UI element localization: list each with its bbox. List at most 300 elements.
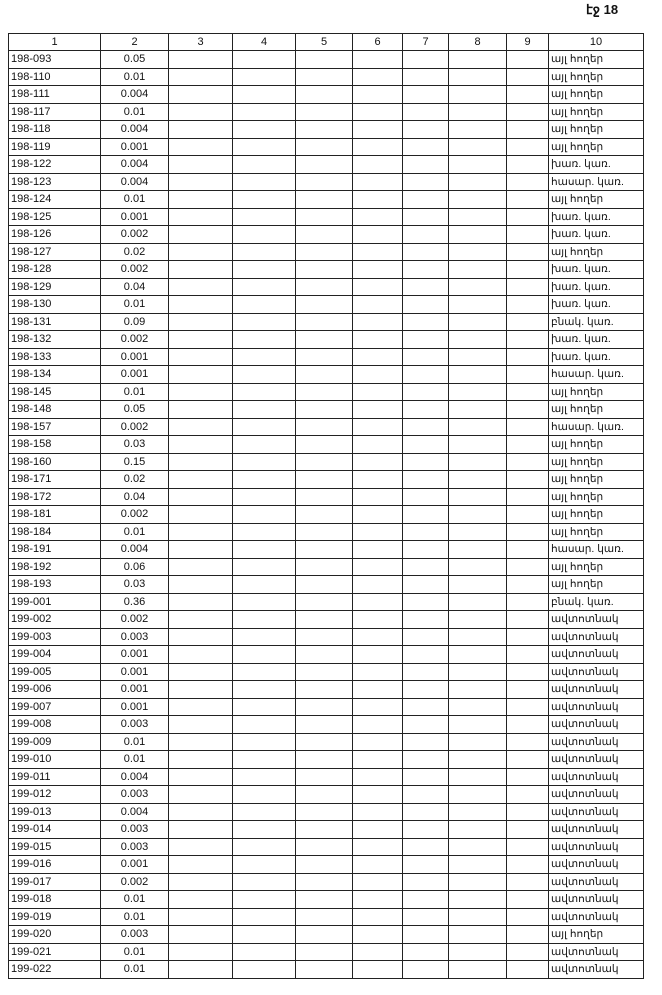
empty-cell (507, 681, 549, 699)
parcel-code: 199-012 (9, 786, 101, 804)
empty-cell (296, 191, 353, 209)
empty-cell (353, 348, 403, 366)
area-value: 0.02 (101, 243, 169, 261)
land-use: խառ. կառ. (549, 296, 644, 314)
empty-cell (449, 51, 507, 69)
parcel-code: 198-157 (9, 418, 101, 436)
empty-cell (507, 891, 549, 909)
empty-cell (507, 751, 549, 769)
empty-cell (353, 593, 403, 611)
empty-cell (296, 383, 353, 401)
area-value: 0.01 (101, 296, 169, 314)
table-row (9, 313, 644, 331)
empty-cell (296, 558, 353, 576)
parcel-code: 198-171 (9, 471, 101, 489)
empty-cell (449, 103, 507, 121)
area-value: 0.002 (101, 611, 169, 629)
area-value: 0.36 (101, 593, 169, 611)
empty-cell (403, 506, 449, 524)
empty-cell (403, 243, 449, 261)
empty-cell (353, 208, 403, 226)
land-use: հասար. կառ. (549, 366, 644, 384)
land-use: ավտոտնակ (549, 873, 644, 891)
area-value: 0.01 (101, 68, 169, 86)
table-row (9, 348, 644, 366)
empty-cell (296, 471, 353, 489)
area-value: 0.004 (101, 803, 169, 821)
parcel-code: 199-008 (9, 716, 101, 734)
empty-cell (233, 278, 296, 296)
empty-cell (353, 716, 403, 734)
area-value: 0.01 (101, 191, 169, 209)
area-value: 0.002 (101, 261, 169, 279)
parcel-code: 198-128 (9, 261, 101, 279)
empty-cell (449, 173, 507, 191)
empty-cell (403, 698, 449, 716)
table-row (9, 926, 644, 944)
column-header-2: 2 (101, 34, 169, 51)
empty-cell (507, 646, 549, 664)
parcel-code: 198-119 (9, 138, 101, 156)
empty-cell (507, 943, 549, 961)
empty-cell (507, 243, 549, 261)
area-value: 0.003 (101, 926, 169, 944)
empty-cell (353, 243, 403, 261)
table-row (9, 943, 644, 961)
empty-cell (449, 453, 507, 471)
parcel-code: 199-004 (9, 646, 101, 664)
empty-cell (507, 296, 549, 314)
empty-cell (296, 908, 353, 926)
empty-cell (233, 68, 296, 86)
table-row (9, 278, 644, 296)
land-use: ավտոտնակ (549, 961, 644, 979)
empty-cell (296, 261, 353, 279)
table-row (9, 191, 644, 209)
area-value: 0.05 (101, 401, 169, 419)
empty-cell (353, 173, 403, 191)
empty-cell (403, 86, 449, 104)
empty-cell (169, 51, 233, 69)
empty-cell (403, 366, 449, 384)
empty-cell (296, 891, 353, 909)
empty-cell (403, 961, 449, 979)
empty-cell (449, 733, 507, 751)
empty-cell (169, 576, 233, 594)
empty-cell (296, 768, 353, 786)
area-value: 0.001 (101, 366, 169, 384)
area-value: 0.01 (101, 383, 169, 401)
empty-cell (233, 226, 296, 244)
empty-cell (403, 908, 449, 926)
land-use: այլ հողեր (549, 51, 644, 69)
parcel-code: 199-002 (9, 611, 101, 629)
parcel-code: 198-193 (9, 576, 101, 594)
table-row (9, 366, 644, 384)
table-row (9, 51, 644, 69)
empty-cell (449, 943, 507, 961)
header-row (9, 34, 644, 51)
table-row (9, 226, 644, 244)
empty-cell (233, 401, 296, 419)
area-value: 0.004 (101, 121, 169, 139)
empty-cell (449, 681, 507, 699)
empty-cell (449, 138, 507, 156)
empty-cell (403, 348, 449, 366)
empty-cell (507, 138, 549, 156)
empty-cell (169, 821, 233, 839)
empty-cell (169, 611, 233, 629)
empty-cell (233, 681, 296, 699)
table-row (9, 891, 644, 909)
table-row (9, 663, 644, 681)
empty-cell (449, 926, 507, 944)
empty-cell (403, 558, 449, 576)
empty-cell (169, 401, 233, 419)
empty-cell (403, 751, 449, 769)
empty-cell (449, 366, 507, 384)
table-row (9, 471, 644, 489)
empty-cell (353, 68, 403, 86)
land-use: ավտոտնակ (549, 821, 644, 839)
table-row (9, 908, 644, 926)
empty-cell (403, 226, 449, 244)
empty-cell (169, 296, 233, 314)
empty-cell (169, 261, 233, 279)
empty-cell (296, 873, 353, 891)
area-value: 0.01 (101, 961, 169, 979)
empty-cell (353, 646, 403, 664)
land-use: այլ հողեր (549, 401, 644, 419)
empty-cell (296, 401, 353, 419)
column-header-7: 7 (403, 34, 449, 51)
empty-cell (169, 348, 233, 366)
area-value: 0.004 (101, 768, 169, 786)
empty-cell (296, 628, 353, 646)
empty-cell (507, 331, 549, 349)
empty-cell (403, 296, 449, 314)
empty-cell (296, 803, 353, 821)
table-row (9, 173, 644, 191)
empty-cell (233, 593, 296, 611)
empty-cell (507, 68, 549, 86)
empty-cell (169, 453, 233, 471)
empty-cell (169, 541, 233, 559)
empty-cell (296, 716, 353, 734)
table-row (9, 208, 644, 226)
empty-cell (353, 506, 403, 524)
empty-cell (353, 681, 403, 699)
land-use: ավտոտնակ (549, 646, 644, 664)
table-row (9, 646, 644, 664)
empty-cell (233, 191, 296, 209)
empty-cell (169, 68, 233, 86)
empty-cell (296, 121, 353, 139)
empty-cell (296, 208, 353, 226)
empty-cell (507, 558, 549, 576)
empty-cell (233, 803, 296, 821)
land-use: խառ. կառ. (549, 226, 644, 244)
page-number: էջ 18 (586, 2, 619, 17)
area-value: 0.003 (101, 786, 169, 804)
empty-cell (353, 418, 403, 436)
empty-cell (449, 856, 507, 874)
parcel-code: 199-019 (9, 908, 101, 926)
empty-cell (403, 156, 449, 174)
empty-cell (233, 611, 296, 629)
area-value: 0.01 (101, 733, 169, 751)
empty-cell (233, 121, 296, 139)
area-value: 0.02 (101, 471, 169, 489)
empty-cell (403, 716, 449, 734)
empty-cell (296, 173, 353, 191)
empty-cell (449, 471, 507, 489)
area-value: 0.003 (101, 716, 169, 734)
empty-cell (169, 243, 233, 261)
empty-cell (449, 786, 507, 804)
empty-cell (169, 418, 233, 436)
empty-cell (403, 541, 449, 559)
empty-cell (449, 401, 507, 419)
land-use: այլ հողեր (549, 436, 644, 454)
land-use: այլ հողեր (549, 523, 644, 541)
empty-cell (169, 803, 233, 821)
area-value: 0.01 (101, 891, 169, 909)
empty-cell (296, 926, 353, 944)
empty-cell (507, 961, 549, 979)
empty-cell (449, 383, 507, 401)
empty-cell (169, 226, 233, 244)
empty-cell (169, 768, 233, 786)
empty-cell (353, 821, 403, 839)
land-use: այլ հողեր (549, 471, 644, 489)
table-row (9, 751, 644, 769)
empty-cell (296, 156, 353, 174)
empty-cell (403, 278, 449, 296)
empty-cell (403, 313, 449, 331)
empty-cell (353, 733, 403, 751)
land-use: այլ հողեր (549, 191, 644, 209)
empty-cell (169, 278, 233, 296)
empty-cell (403, 138, 449, 156)
empty-cell (403, 576, 449, 594)
table-row (9, 803, 644, 821)
table-row (9, 873, 644, 891)
empty-cell (507, 401, 549, 419)
table-row (9, 593, 644, 611)
land-use: խառ. կառ. (549, 348, 644, 366)
land-use: հասար. կառ. (549, 173, 644, 191)
empty-cell (507, 506, 549, 524)
empty-cell (233, 786, 296, 804)
empty-cell (403, 68, 449, 86)
empty-cell (507, 488, 549, 506)
parcel-code: 199-018 (9, 891, 101, 909)
parcel-code: 198-130 (9, 296, 101, 314)
land-use: հասար. կառ. (549, 541, 644, 559)
empty-cell (507, 191, 549, 209)
empty-cell (507, 51, 549, 69)
land-use: բնակ. կառ. (549, 313, 644, 331)
empty-cell (403, 786, 449, 804)
parcel-code: 198-145 (9, 383, 101, 401)
table-row (9, 541, 644, 559)
area-value: 0.09 (101, 313, 169, 331)
empty-cell (507, 226, 549, 244)
empty-cell (233, 296, 296, 314)
parcel-code: 199-016 (9, 856, 101, 874)
land-use: ավտոտնակ (549, 943, 644, 961)
land-use: ավտոտնակ (549, 698, 644, 716)
parcel-code: 199-011 (9, 768, 101, 786)
land-use: այլ հողեր (549, 506, 644, 524)
empty-cell (233, 838, 296, 856)
empty-cell (403, 628, 449, 646)
empty-cell (353, 786, 403, 804)
empty-cell (169, 716, 233, 734)
area-value: 0.001 (101, 698, 169, 716)
empty-cell (403, 331, 449, 349)
empty-cell (507, 103, 549, 121)
empty-cell (169, 488, 233, 506)
empty-cell (169, 313, 233, 331)
parcel-code: 198-117 (9, 103, 101, 121)
empty-cell (449, 541, 507, 559)
empty-cell (233, 261, 296, 279)
empty-cell (169, 471, 233, 489)
land-use: այլ հողեր (549, 576, 644, 594)
empty-cell (296, 681, 353, 699)
empty-cell (233, 751, 296, 769)
empty-cell (403, 838, 449, 856)
empty-cell (449, 348, 507, 366)
empty-cell (507, 208, 549, 226)
empty-cell (233, 51, 296, 69)
column-header-1: 1 (9, 34, 101, 51)
empty-cell (403, 453, 449, 471)
empty-cell (449, 663, 507, 681)
empty-cell (233, 313, 296, 331)
empty-cell (449, 86, 507, 104)
area-value: 0.003 (101, 628, 169, 646)
area-value: 0.002 (101, 226, 169, 244)
empty-cell (169, 523, 233, 541)
empty-cell (296, 296, 353, 314)
empty-cell (449, 646, 507, 664)
empty-cell (233, 348, 296, 366)
parcel-code: 198-110 (9, 68, 101, 86)
empty-cell (403, 173, 449, 191)
empty-cell (507, 663, 549, 681)
table-row (9, 558, 644, 576)
empty-cell (403, 121, 449, 139)
empty-cell (507, 698, 549, 716)
empty-cell (353, 488, 403, 506)
parcel-code: 199-014 (9, 821, 101, 839)
empty-cell (296, 646, 353, 664)
area-value: 0.003 (101, 821, 169, 839)
empty-cell (169, 681, 233, 699)
parcel-code: 198-127 (9, 243, 101, 261)
empty-cell (353, 51, 403, 69)
empty-cell (233, 821, 296, 839)
empty-cell (296, 943, 353, 961)
empty-cell (169, 908, 233, 926)
table-row (9, 733, 644, 751)
empty-cell (449, 506, 507, 524)
empty-cell (296, 348, 353, 366)
parcel-code: 199-009 (9, 733, 101, 751)
empty-cell (353, 698, 403, 716)
table-row (9, 121, 644, 139)
empty-cell (507, 611, 549, 629)
area-value: 0.004 (101, 541, 169, 559)
empty-cell (507, 873, 549, 891)
land-use: ավտոտնակ (549, 663, 644, 681)
empty-cell (507, 926, 549, 944)
empty-cell (296, 593, 353, 611)
parcel-code: 199-006 (9, 681, 101, 699)
empty-cell (233, 646, 296, 664)
empty-cell (233, 243, 296, 261)
empty-cell (169, 786, 233, 804)
empty-cell (449, 838, 507, 856)
empty-cell (507, 471, 549, 489)
parcel-code: 198-124 (9, 191, 101, 209)
area-value: 0.05 (101, 51, 169, 69)
empty-cell (353, 856, 403, 874)
empty-cell (233, 663, 296, 681)
empty-cell (169, 366, 233, 384)
empty-cell (507, 261, 549, 279)
area-value: 0.01 (101, 103, 169, 121)
empty-cell (449, 436, 507, 454)
area-value: 0.01 (101, 908, 169, 926)
empty-cell (169, 873, 233, 891)
empty-cell (507, 348, 549, 366)
empty-cell (233, 541, 296, 559)
empty-cell (233, 436, 296, 454)
empty-cell (296, 226, 353, 244)
empty-cell (353, 891, 403, 909)
land-use: ավտոտնակ (549, 856, 644, 874)
table-row (9, 821, 644, 839)
empty-cell (353, 908, 403, 926)
empty-cell (169, 383, 233, 401)
empty-cell (449, 488, 507, 506)
parcel-code: 198-181 (9, 506, 101, 524)
empty-cell (449, 891, 507, 909)
empty-cell (169, 961, 233, 979)
empty-cell (233, 208, 296, 226)
empty-cell (169, 698, 233, 716)
table-row (9, 961, 644, 979)
empty-cell (449, 243, 507, 261)
empty-cell (233, 173, 296, 191)
area-value: 0.01 (101, 751, 169, 769)
table-row (9, 243, 644, 261)
land-use: բնակ. կառ. (549, 593, 644, 611)
empty-cell (296, 103, 353, 121)
empty-cell (169, 86, 233, 104)
empty-cell (353, 471, 403, 489)
empty-cell (449, 873, 507, 891)
empty-cell (507, 838, 549, 856)
empty-cell (449, 821, 507, 839)
empty-cell (449, 313, 507, 331)
area-value: 0.001 (101, 646, 169, 664)
empty-cell (233, 103, 296, 121)
